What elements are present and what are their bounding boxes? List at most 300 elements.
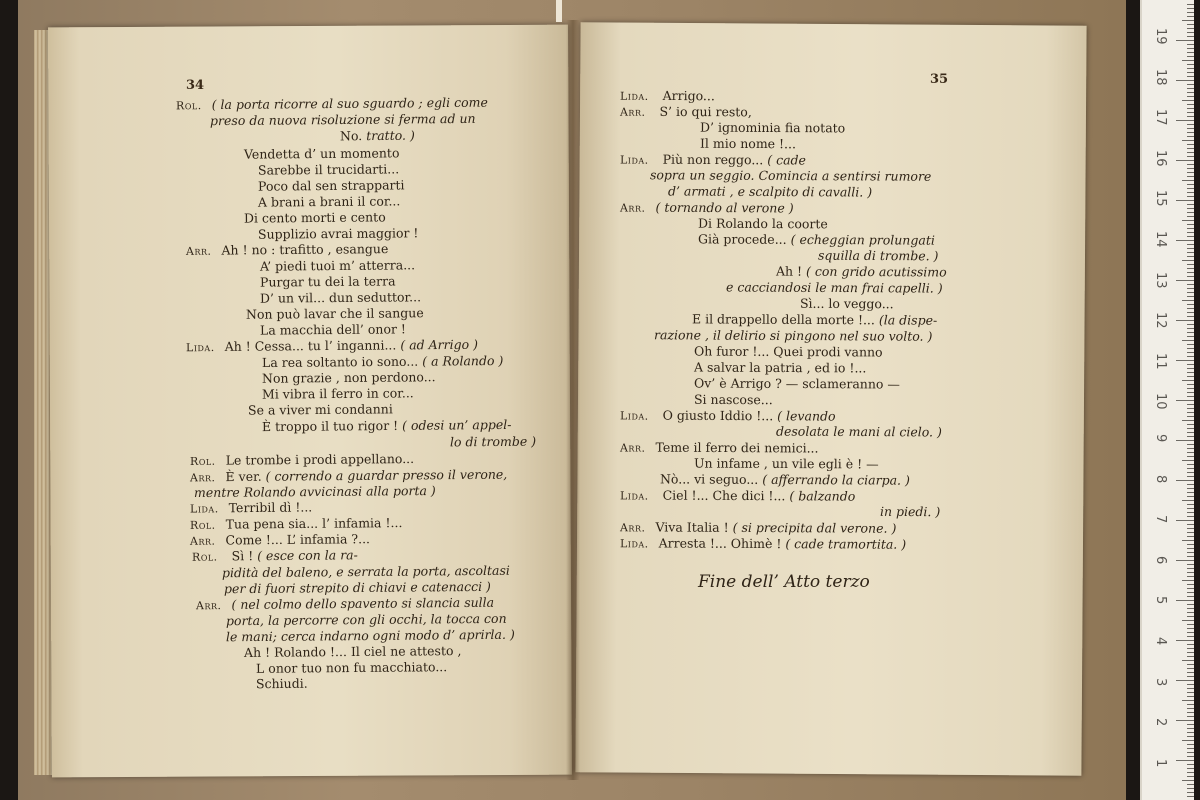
verse-text: A’ piedi tuoi m’ atterra...	[259, 257, 416, 274]
verse-text: Purgar tu dei la terra	[259, 273, 396, 290]
ruler-tick	[1187, 264, 1194, 265]
speaker-name: Arr.	[619, 441, 646, 455]
measuring-ruler	[1140, 0, 1194, 800]
ruler-tick	[1187, 476, 1194, 477]
stage-direction: lo di trombe )	[449, 433, 537, 450]
ruler-tick	[1187, 716, 1194, 717]
verse-text: Ah ! Rolando !... Il ciel ne attesto ,	[243, 643, 462, 660]
text-line	[258, 177, 405, 194]
ruler-tick	[1187, 504, 1194, 505]
text-line	[450, 434, 536, 451]
ruler-tick	[1187, 528, 1194, 529]
ruler-tick	[1182, 620, 1194, 621]
ruler-tick	[1187, 124, 1194, 125]
verse-text: Non può lavar che il sangue	[245, 305, 424, 322]
ruler-tick	[1187, 564, 1194, 565]
verse-text: È troppo il tuo rigor !	[261, 417, 403, 435]
text-line	[880, 504, 940, 520]
ruler-tick	[1187, 216, 1194, 217]
ruler-tick	[1187, 276, 1194, 277]
ruler-tick	[1187, 36, 1194, 37]
ruler-tick	[1176, 440, 1194, 441]
text-line	[668, 183, 872, 200]
ruler-tick	[1182, 180, 1194, 181]
ruler-tick	[1176, 760, 1194, 761]
ruler-tick	[1187, 788, 1194, 789]
ruler-tick	[1187, 376, 1194, 377]
text-line	[726, 279, 943, 296]
text-line	[262, 385, 414, 402]
speaker-name: Lida.	[619, 537, 649, 551]
ruler-number: 3	[1153, 677, 1168, 686]
speaker-name: Arr.	[619, 105, 646, 119]
ruler-tick	[1187, 184, 1194, 185]
ruler-tick	[1187, 488, 1194, 489]
verse-text: Se a viver mi condanni	[247, 401, 393, 418]
text-line	[258, 193, 400, 210]
verse-text: La macchia dell’ onor !	[259, 321, 406, 338]
ruler-tick	[1187, 88, 1194, 89]
ruler-tick	[1187, 64, 1194, 65]
speaker-name: Arr.	[619, 201, 646, 215]
ruler-tick	[1182, 740, 1194, 741]
ruler-number: 15	[1153, 190, 1168, 207]
ruler-tick	[1187, 116, 1194, 117]
ruler-tick	[1187, 604, 1194, 605]
ruler-tick	[1187, 28, 1194, 29]
ruler-tick	[1187, 772, 1194, 773]
ruler-tick	[1187, 76, 1194, 77]
ruler-tick	[1176, 40, 1194, 41]
text-line	[260, 273, 396, 290]
ruler-tick	[1187, 296, 1194, 297]
ruler-tick	[1176, 280, 1194, 281]
speaker-name: Lida.	[619, 89, 649, 103]
ruler-tick	[1182, 700, 1194, 701]
text-line	[260, 257, 415, 274]
ruler-tick	[1187, 608, 1194, 609]
ruler-tick	[1187, 736, 1194, 737]
ruler-tick	[1187, 108, 1194, 109]
ruler-tick	[1187, 452, 1194, 453]
ruler-number: 16	[1153, 149, 1168, 167]
text-line	[260, 289, 421, 306]
verse-text: Viva Italia !	[655, 519, 733, 535]
ruler-tick	[1187, 236, 1194, 237]
text-line	[262, 417, 512, 435]
verse-text: Arresta !... Ohimè !	[658, 535, 786, 552]
text-line	[226, 627, 515, 646]
text-line	[694, 344, 883, 361]
stage-direction: ( levando	[777, 408, 836, 424]
ruler-tick	[1187, 156, 1194, 157]
text-line	[256, 676, 308, 692]
ruler-tick	[1187, 552, 1194, 553]
ruler-tick	[1187, 676, 1194, 677]
stage-direction: ( echeggian prolungati	[790, 231, 935, 248]
ruler-tick	[1182, 420, 1194, 421]
ruler-tick	[1187, 568, 1194, 569]
text-line	[262, 353, 503, 371]
verse-text: Non grazie , non perdono...	[261, 369, 436, 386]
stage-direction: (la dispe-	[878, 312, 938, 328]
verse-text: Supplizio avrai maggior !	[257, 225, 419, 242]
verse-text: D’ ignominia fia notato	[699, 119, 846, 136]
ruler-tick	[1182, 460, 1194, 461]
ruler-tick	[1187, 592, 1194, 593]
ruler-tick	[1187, 776, 1194, 777]
ruler-tick	[1187, 464, 1194, 465]
ruler-tick	[1187, 636, 1194, 637]
ruler-number: 11	[1153, 352, 1168, 370]
ruler-tick	[1182, 100, 1194, 101]
verse-text: Ah ! Cessa... tu l’ inganni...	[224, 337, 401, 354]
ruler-tick	[1187, 556, 1194, 557]
ruler-tick	[1187, 496, 1194, 497]
ruler-tick	[1187, 84, 1194, 85]
text-line	[258, 161, 399, 178]
ruler-tick	[1187, 288, 1194, 289]
ruler-tick	[1187, 192, 1194, 193]
text-line	[660, 471, 910, 488]
verse-text: Un infame , un vile egli è ! —	[693, 455, 879, 472]
ruler-tick	[1187, 532, 1194, 533]
speaker-name: Rol.	[175, 99, 202, 113]
verse-text: Schiudi.	[255, 675, 308, 692]
ruler-number: 13	[1153, 271, 1168, 289]
ruler-tick	[1187, 728, 1194, 729]
ruler-tick	[1176, 560, 1194, 561]
ruler-tick	[1187, 572, 1194, 573]
ruler-tick	[1187, 256, 1194, 257]
verse-text: O giusto Iddio !...	[658, 407, 778, 424]
ruler-tick	[1187, 176, 1194, 177]
verse-text: Tua pena sia... l’ infamia !...	[225, 515, 403, 532]
ruler-tick	[1187, 468, 1194, 469]
stage-direction: razione , il delirio si pingono nel suo volto. )	[653, 327, 933, 344]
ruler-tick	[1182, 60, 1194, 61]
ruler-tick	[1187, 188, 1194, 189]
ruler-tick	[1182, 140, 1194, 141]
ruler-tick	[1187, 104, 1194, 105]
verse-text: A brani a brani il cor...	[257, 193, 401, 210]
ruler-tick	[1187, 388, 1194, 389]
text-line	[192, 547, 358, 565]
ruler-number: 4	[1153, 637, 1168, 646]
ruler-tick	[1182, 20, 1194, 21]
ruler-tick	[1187, 796, 1194, 797]
ruler-tick	[1187, 244, 1194, 245]
ruler-tick	[1176, 720, 1194, 721]
ruler-tick	[1182, 260, 1194, 261]
ruler-tick	[1187, 748, 1194, 749]
verse-text: Sarebbe il trucidarti...	[257, 161, 400, 178]
text-line	[698, 231, 935, 248]
text-line	[620, 487, 855, 505]
ruler-number: 19	[1153, 28, 1168, 45]
ruler-tick	[1187, 756, 1194, 757]
stage-direction: sopra un seggio. Comincia a sentirsi rumore	[649, 167, 932, 184]
text-line	[694, 375, 900, 392]
ruler-number: 14	[1153, 231, 1168, 248]
stage-direction: preso da nuova risoluzione si ferma ad un	[209, 110, 476, 129]
ruler-tick	[1187, 172, 1194, 173]
text-line	[620, 88, 715, 105]
ruler-tick	[1187, 212, 1194, 213]
ruler-tick	[1176, 680, 1194, 681]
verse-text: Già procede...	[697, 231, 791, 247]
stage-direction: mentre Rolando avvicinasi alla porta )	[193, 482, 436, 501]
text-line	[700, 136, 796, 153]
ruler-tick	[1187, 456, 1194, 457]
speaker-name: Arr.	[619, 521, 646, 535]
ruler-number: 2	[1153, 718, 1168, 727]
ruler-tick	[1187, 24, 1194, 25]
ruler-tick	[1187, 696, 1194, 697]
verse-text: Le trombe i prodi appellano...	[225, 451, 415, 468]
verse-text: Ah !	[775, 263, 807, 279]
stage-direction: ( ad Arrigo )	[400, 336, 479, 353]
speaker-name: Lida.	[185, 341, 215, 355]
ruler-tick	[1176, 400, 1194, 401]
verse-text: E il drappello della morte !...	[691, 311, 879, 328]
text-line	[248, 401, 393, 418]
text-line	[694, 360, 866, 377]
text-line	[776, 424, 942, 441]
stage-direction: ( odesi un’ appel-	[402, 416, 512, 433]
stage-direction: ( a Rolando )	[422, 352, 504, 369]
ruler-tick	[1187, 412, 1194, 413]
text-line	[620, 104, 752, 122]
ruler-tick	[1187, 208, 1194, 209]
stage-direction: pidità del baleno, e serrata la porta, ascoltasi	[221, 562, 510, 581]
verse-text: La rea soltanto io sono...	[261, 353, 423, 371]
ruler-tick	[1182, 540, 1194, 541]
ruler-tick	[1187, 684, 1194, 685]
ruler-tick	[1187, 632, 1194, 633]
ruler-tick	[1187, 316, 1194, 317]
verse-text: D’ un vil... dun seduttor...	[259, 289, 422, 306]
ruler-tick	[1187, 444, 1194, 445]
ruler-tick	[1187, 596, 1194, 597]
speaker-name: Rol.	[191, 550, 218, 564]
stage-direction: e cacciandosi le man frai capelli. )	[725, 279, 943, 296]
ruler-number: 9	[1153, 434, 1168, 443]
ruler-tick	[1187, 436, 1194, 437]
speaker-name: Lida.	[189, 502, 219, 516]
verse-text: Arrigo...	[658, 87, 715, 104]
stage-direction: desolata le mani al cielo. )	[775, 423, 942, 440]
ruler-tick	[1187, 616, 1194, 617]
ruler-tick	[1176, 200, 1194, 201]
ruler-tick	[1187, 692, 1194, 693]
ruler-tick	[1176, 240, 1194, 241]
ruler-tick	[1187, 324, 1194, 325]
verse-text: Di Rolando la coorte	[697, 215, 828, 232]
verse-text: Nò... vi seguo...	[659, 471, 763, 487]
ruler-tick	[1187, 664, 1194, 665]
speaker-name: Lida.	[619, 409, 649, 423]
ruler-tick	[1187, 768, 1194, 769]
ruler-tick	[1187, 44, 1194, 45]
stage-direction: d’ armati , e scalpito di cavalli. )	[667, 183, 873, 200]
left-page-number: 34	[186, 78, 205, 93]
ruler-tick	[1187, 536, 1194, 537]
ruler-tick	[1187, 752, 1194, 753]
ruler-tick	[1187, 248, 1194, 249]
ruler-tick	[1187, 48, 1194, 49]
verse-text: A salvar la patria , ed io !...	[693, 359, 867, 376]
verse-text: Di cento morti e cento	[243, 209, 386, 226]
ruler-tick	[1187, 584, 1194, 585]
text-line	[692, 311, 937, 328]
speaker-name: Arr.	[185, 244, 212, 258]
verse-text: Ov’ è Arrigo ? — sclameranno —	[693, 375, 900, 392]
ruler-tick	[1176, 320, 1194, 321]
ruler-tick	[1182, 580, 1194, 581]
ruler-number: 8	[1153, 474, 1168, 483]
ruler-tick	[1187, 372, 1194, 373]
ruler-tick	[1187, 668, 1194, 669]
ruler-number: 12	[1153, 312, 1168, 329]
stage-direction: tratto. )	[362, 127, 415, 144]
ruler-tick	[1187, 328, 1194, 329]
ruler-tick	[1187, 312, 1194, 313]
text-line	[244, 643, 462, 661]
stage-direction: ( con grido acutissimo	[806, 263, 947, 280]
ruler-tick	[1187, 712, 1194, 713]
stage-direction: ( la porta ricorre al suo sguardo ; egli come	[211, 94, 488, 113]
ruler-tick	[1176, 80, 1194, 81]
ruler-tick	[1187, 68, 1194, 69]
text-line	[818, 248, 939, 265]
ruler-tick	[1187, 132, 1194, 133]
ruler-tick	[1187, 268, 1194, 269]
stage-direction: in piedi. )	[879, 503, 941, 520]
stage-direction: ( afferrando la ciarpa. )	[762, 471, 910, 488]
text-line	[262, 369, 436, 387]
ruler-tick	[1187, 384, 1194, 385]
ruler-tick	[1182, 380, 1194, 381]
ruler-tick	[1187, 72, 1194, 73]
ruler-tick	[1182, 780, 1194, 781]
ruler-tick	[1187, 336, 1194, 337]
speaker-name: Lida.	[619, 489, 649, 503]
ruler-tick	[1187, 8, 1194, 9]
ruler-tick	[1187, 404, 1194, 405]
verse-text: Teme il ferro dei nemici...	[655, 439, 819, 456]
text-line	[698, 216, 828, 233]
ruler-tick	[1187, 168, 1194, 169]
ruler-tick	[1187, 148, 1194, 149]
book-gutter	[566, 20, 580, 780]
stage-direction: ( cade	[767, 152, 806, 168]
verse-text: Il mio nome !...	[699, 135, 797, 152]
ruler-tick	[1187, 128, 1194, 129]
ruler-tick	[1182, 500, 1194, 501]
ruler-number: 5	[1153, 596, 1168, 605]
ruler-tick	[1187, 144, 1194, 145]
ruler-tick	[1187, 624, 1194, 625]
text-line	[244, 145, 400, 162]
text-line	[340, 128, 415, 145]
ruler-tick	[1187, 548, 1194, 549]
text-line	[194, 483, 436, 501]
ruler-tick	[1187, 396, 1194, 397]
speaker-name: Arr.	[189, 534, 216, 548]
ruler-tick	[1187, 416, 1194, 417]
verse-text: L onor tuo non fu macchiato...	[255, 659, 448, 676]
ruler-tick	[1176, 160, 1194, 161]
ruler-tick	[1176, 520, 1194, 521]
verse-text: No.	[339, 128, 363, 144]
ruler-tick	[1187, 164, 1194, 165]
verse-text: Più non reggo...	[658, 151, 768, 168]
ruler-tick	[1187, 52, 1194, 53]
text-line	[244, 209, 386, 226]
ruler-tick	[1187, 732, 1194, 733]
stage-direction: ( correndo a guardar presso il verone,	[265, 466, 508, 484]
ruler-tick	[1176, 640, 1194, 641]
verse-text: Ciel !... Che dici !...	[658, 487, 790, 504]
ruler-tick	[1187, 332, 1194, 333]
text-line	[654, 327, 932, 344]
ruler-tick	[1187, 704, 1194, 705]
ruler-tick	[1187, 672, 1194, 673]
ruler-tick	[1187, 16, 1194, 17]
ruler-tick	[1187, 428, 1194, 429]
ruler-tick	[1187, 524, 1194, 525]
speaker-name: Rol.	[189, 454, 216, 468]
ruler-tick	[1187, 196, 1194, 197]
ruler-tick	[1187, 652, 1194, 653]
speaker-name: Arr.	[195, 599, 222, 613]
text-line	[210, 111, 476, 129]
ruler-tick	[1187, 352, 1194, 353]
text-line	[190, 499, 312, 517]
text-line	[246, 305, 424, 323]
ruler-tick	[1187, 232, 1194, 233]
right-page-number: 35	[930, 72, 949, 87]
stage-direction: ( cade tramortita. )	[785, 536, 907, 552]
speaker-name: Rol.	[189, 518, 216, 532]
act-end-title: Fine dell’ Atto terzo	[698, 572, 870, 592]
ruler-tick	[1187, 688, 1194, 689]
verse-text: Vendetta d’ un momento	[243, 145, 400, 162]
ruler-tick	[1187, 576, 1194, 577]
ruler-tick	[1187, 12, 1194, 13]
verse-text: Sì !	[227, 548, 258, 564]
text-line	[256, 659, 447, 677]
ruler-tick	[1187, 96, 1194, 97]
ruler-tick	[1182, 220, 1194, 221]
ruler-tick	[1187, 612, 1194, 613]
stage-direction: per di fuori strepito di chiavi e catenacci )	[223, 578, 491, 597]
ruler-tick	[1187, 152, 1194, 153]
ruler-tick	[1187, 284, 1194, 285]
ruler-tick	[1187, 792, 1194, 793]
verse-text: S’ io qui resto,	[655, 103, 752, 120]
stage-direction: porta, la percorre con gli occhi, la tocca con	[225, 610, 507, 629]
ruler-tick	[1187, 32, 1194, 33]
ruler-number: 10	[1153, 393, 1168, 410]
ruler-tick	[1187, 588, 1194, 589]
ruler-tick	[1187, 348, 1194, 349]
ruler-tick	[1182, 660, 1194, 661]
ruler-tick	[1187, 764, 1194, 765]
ruler-tick	[1187, 392, 1194, 393]
ruler-tick	[1187, 492, 1194, 493]
